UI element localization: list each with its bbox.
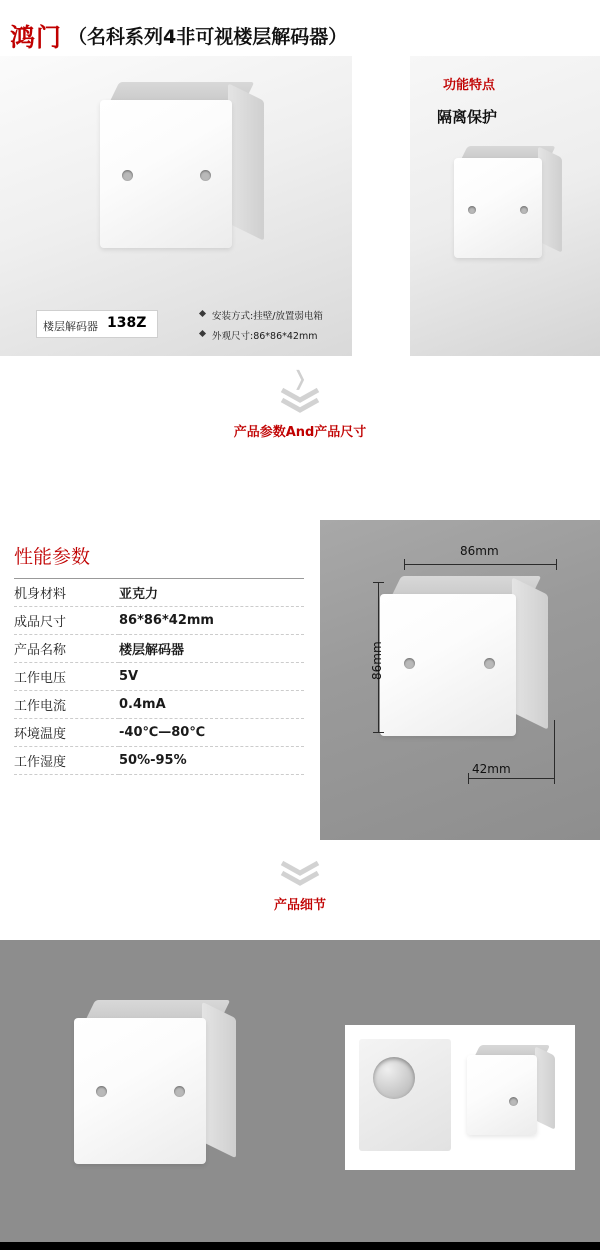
screw-hole-right-icon — [520, 206, 528, 214]
device-side-face — [535, 1046, 555, 1130]
table-row — [14, 747, 304, 775]
feature-text: 隔离保护 — [437, 108, 498, 126]
divider-label: 产品参数And产品尺寸 — [233, 425, 367, 440]
divider-label: 产品细节 — [273, 898, 326, 913]
hero-right-panel — [410, 56, 600, 356]
details-section — [0, 940, 600, 1250]
chevron-down-icon: ❭ — [291, 366, 309, 390]
screw-hole-left-icon — [404, 658, 415, 669]
feature-title: 功能特点 — [443, 78, 496, 93]
specs-title: 性能参数 — [14, 546, 91, 568]
product-image-main — [92, 82, 267, 272]
dimension-tick-depth-right — [554, 720, 555, 784]
spec-key: 产品名称 — [14, 635, 119, 663]
brand-logo: 鸿门 — [10, 23, 63, 52]
specs-table — [14, 578, 304, 775]
product-tag-label: 楼层解码器 — [43, 320, 98, 333]
device-side-face — [228, 83, 264, 241]
section-divider-details — [0, 860, 600, 913]
spec-key: 环境温度 — [14, 719, 119, 747]
table-row — [14, 663, 304, 691]
device-front-face — [467, 1055, 537, 1135]
spec-value: 50%-95% — [119, 747, 304, 775]
table-row — [14, 579, 304, 607]
hero-section — [0, 56, 600, 356]
table-row — [14, 691, 304, 719]
double-chevron-down-icon — [277, 387, 323, 413]
hero-left-panel — [0, 56, 352, 356]
product-tag — [36, 310, 158, 338]
screw-hole-right-icon — [509, 1097, 518, 1106]
dimension-tick-bottom — [373, 732, 384, 733]
spec-value: 楼层解码器 — [119, 635, 304, 663]
product-tag-value: 138Z — [107, 315, 147, 331]
chevron-down-icon — [0, 387, 600, 413]
specs-section — [0, 520, 600, 840]
product-image-dimensions — [372, 576, 562, 756]
dimension-line-depth — [468, 778, 554, 779]
list-item: 安装方式:挂壁/放置弱电箱 — [200, 308, 323, 322]
screw-hole-left-icon — [468, 206, 476, 214]
device-front-face — [74, 1018, 206, 1164]
screw-hole-right-icon — [484, 658, 495, 669]
device-side-face — [512, 577, 548, 730]
hero-gap — [352, 56, 410, 356]
dimension-tick-top — [373, 582, 384, 583]
hero-bullet-list — [200, 308, 323, 348]
page-header — [0, 14, 600, 50]
screw-hole-right-icon — [200, 170, 211, 181]
device-side-face — [202, 1002, 236, 1159]
spec-value: 86*86*42mm — [119, 607, 304, 635]
double-chevron-down-icon — [0, 860, 600, 886]
spec-value: 亚克力 — [119, 579, 304, 607]
detail-closeup-back — [359, 1039, 451, 1151]
detail-closeup-front — [463, 1045, 563, 1145]
detail-closeup-card — [345, 1025, 575, 1170]
dimension-label-width: 86mm — [460, 544, 499, 558]
section-divider-parameters — [0, 366, 600, 440]
chevron-down-icon — [277, 860, 323, 886]
dimension-diagram — [320, 520, 600, 840]
dimension-label-height: 86mm — [370, 641, 384, 680]
table-row — [14, 719, 304, 747]
cable-entry-hole-icon — [373, 1057, 415, 1099]
dimension-label-depth: 42mm — [472, 762, 511, 776]
bottom-bar — [0, 1242, 600, 1250]
spec-key: 工作电流 — [14, 691, 119, 719]
dimension-line-width — [404, 564, 556, 565]
dimension-tick-right — [556, 559, 557, 570]
dimension-tick-depth-left — [468, 773, 469, 784]
spec-value: 0.4mA — [119, 691, 304, 719]
product-image-detail — [66, 1000, 256, 1185]
spec-key: 工作电压 — [14, 663, 119, 691]
spec-key: 工作湿度 — [14, 747, 119, 775]
spec-key: 成品尺寸 — [14, 607, 119, 635]
spec-key: 机身材料 — [14, 579, 119, 607]
spec-value: 5V — [119, 663, 304, 691]
device-front-face — [100, 100, 232, 248]
screw-hole-right-icon — [174, 1086, 185, 1097]
list-item: 外观尺寸:86*86*42mm — [200, 328, 323, 342]
table-row — [14, 607, 304, 635]
dimension-tick-left — [404, 559, 405, 570]
screw-hole-left-icon — [122, 170, 133, 181]
spec-value: -40℃—80℃ — [119, 719, 304, 747]
device-front-face — [380, 594, 516, 736]
screw-hole-left-icon — [96, 1086, 107, 1097]
product-image-secondary — [448, 146, 568, 276]
table-row — [14, 635, 304, 663]
page-title: （名科系列4非可视楼层解码器） — [68, 26, 348, 48]
